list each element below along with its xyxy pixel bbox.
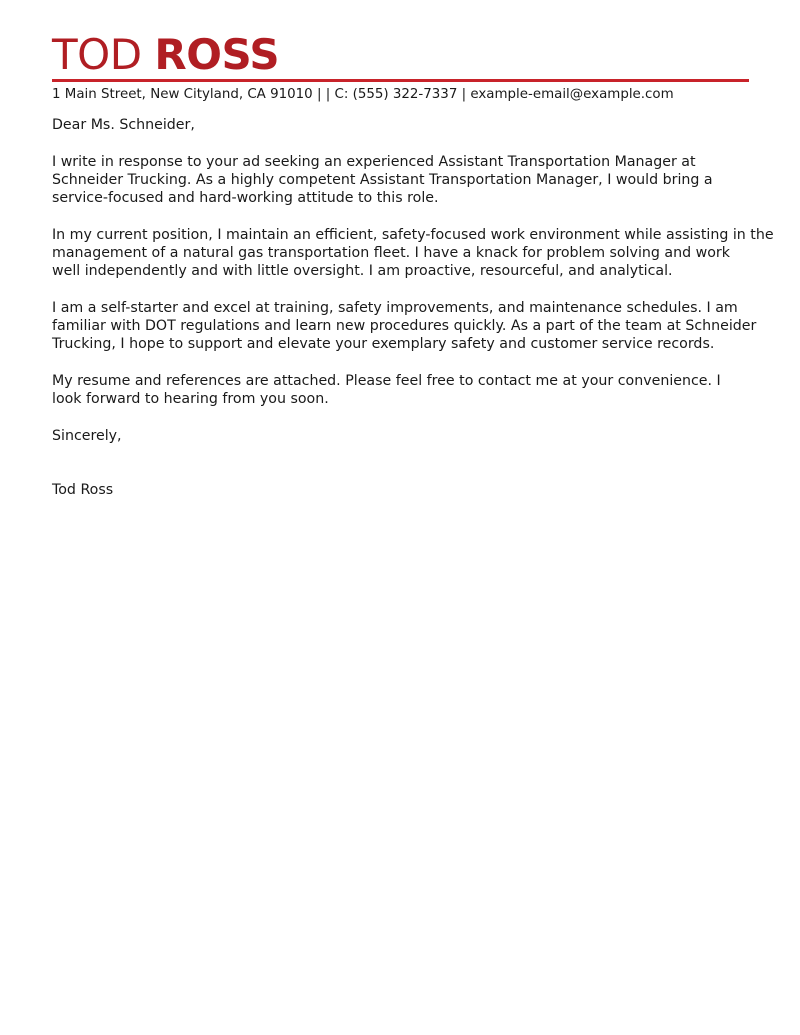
paragraph-1 [52,153,752,207]
paragraph-line: well independently and with little oversight. I am proactive, resourceful, and analytical. [52,263,673,279]
salutation: Dear Ms. Schneider, [52,117,195,133]
paragraph-line: In my current position, I maintain an efficient, safety-focused work environment while assisting in the [52,227,774,243]
first-name: TOD [52,30,142,79]
paragraph-line: Trucking, I hope to support and elevate your exemplary safety and customer service records. [52,336,715,352]
paragraph-line: management of a natural gas transportation fleet. I have a knack for problem solving and work [52,245,730,261]
applicant-name-heading [52,30,279,80]
paragraph-line: I write in response to your ad seeking an experienced Assistant Transportation Manager at [52,154,696,170]
paragraph-line: Schneider Trucking. As a highly competent Assistant Transportation Manager, I would bring a [52,172,713,188]
paragraph-line: My resume and references are attached. Please feel free to contact me at your convenience. I [52,373,721,389]
last-name: ROSS [154,30,280,79]
paragraph-3 [52,299,757,353]
paragraph-2 [52,226,774,280]
paragraph-4 [52,372,752,408]
paragraph-line: service-focused and hard-working attitude to this role. [52,190,439,206]
contact-line: 1 Main Street, New Cityland, CA 91010 | | C: (555) 322-7337 | example-email@example.com [52,87,674,102]
letter-body [52,116,774,518]
signature: Tod Ross [52,482,114,498]
paragraph-line: look forward to hearing from you soon. [52,391,329,407]
paragraph-line: I am a self-starter and excel at training, safety improvements, and maintenance schedules. I am [52,300,738,316]
paragraph-line: familiar with DOT regulations and learn new procedures quickly. As a part of the team at Schneider [52,318,757,334]
header-divider [52,79,749,82]
closing: Sincerely, [52,428,122,444]
